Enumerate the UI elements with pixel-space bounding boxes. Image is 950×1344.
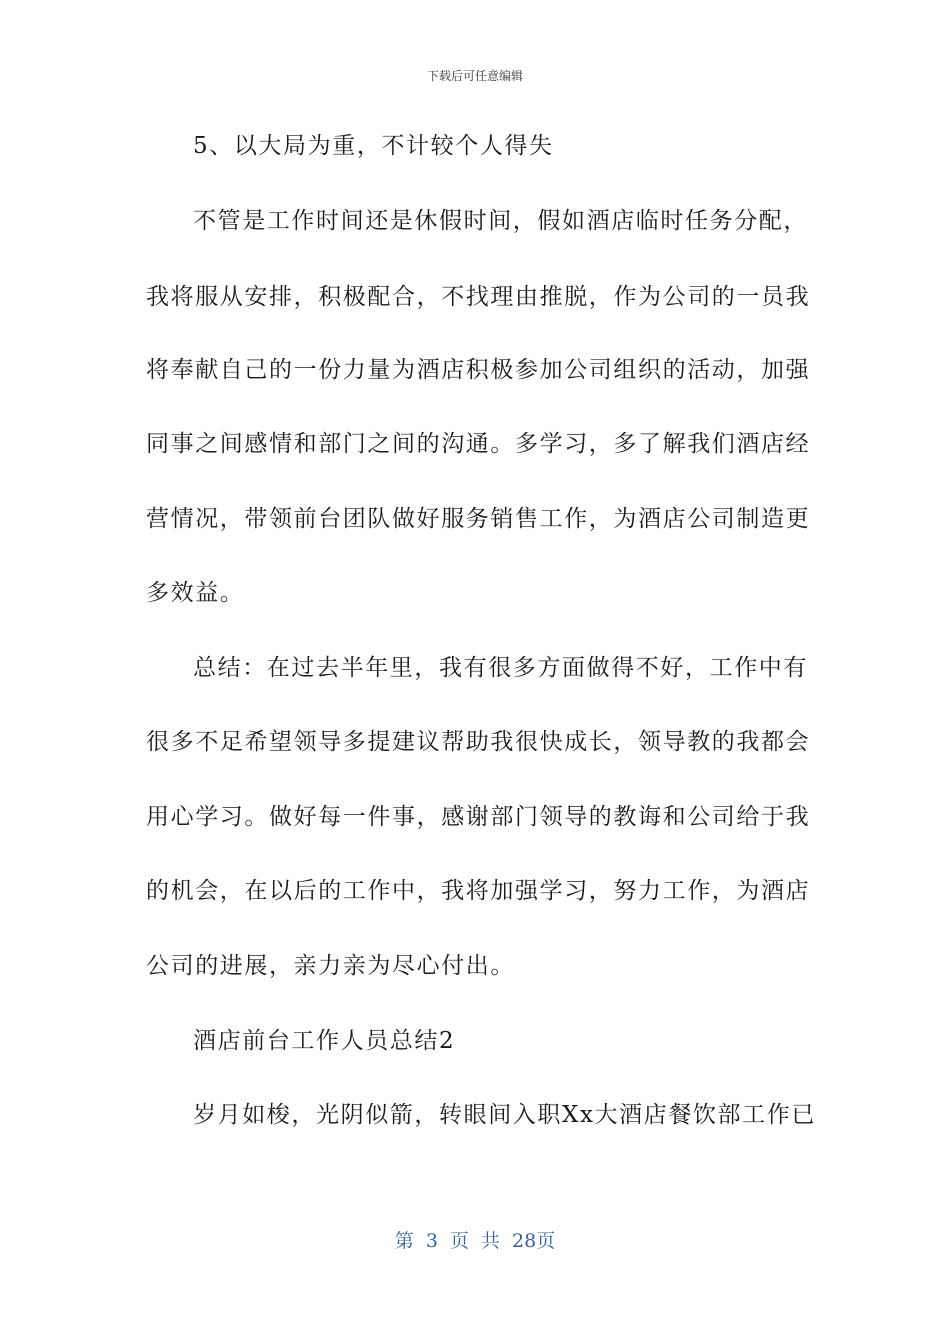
page-number: 第 3 页 共 28页: [394, 1230, 556, 1252]
paragraph-line: 不管是工作时间还是休假时间，假如酒店临时任务分配，: [193, 208, 808, 234]
paragraph-line: 总结：在过去半年里，我有很多方面做得不好，工作中有: [193, 655, 808, 681]
section-heading: 5、以大局为重，不计较个人得失: [193, 133, 554, 159]
paragraph-line: 公司的进展，亲力亲为尽心付出。: [146, 953, 515, 979]
paragraph-line: 岁月如梭，光阴似箭，转眼间入职Xx大酒店餐饮部工作已: [193, 1102, 816, 1128]
page-header-note: 下载后可任意编辑: [426, 69, 523, 83]
paragraph-line: 用心学习。做好每一件事，感谢部门领导的教诲和公司给于我: [146, 804, 811, 830]
paragraph-line: 多效益。: [146, 580, 245, 606]
paragraph-line: 的机会，在以后的工作中，我将加强学习，努力工作，为酒店: [146, 878, 811, 904]
paragraph-line: 同事之间感情和部门之间的沟通。多学习，多了解我们酒店经: [146, 431, 811, 457]
paragraph-line: 很多不足希望领导多提建议帮助我很快成长，领导教的我都会: [146, 729, 811, 755]
paragraph-line: 将奉献自己的一份力量为酒店积极参加公司组织的活动，加强: [146, 357, 811, 383]
paragraph-line: 营情况，带领前台团队做好服务销售工作，为酒店公司制造更: [146, 506, 811, 532]
paragraph-line: 我将服从安排，积极配合，不找理由推脱，作为公司的一员我: [146, 284, 811, 310]
section-title: 酒店前台工作人员总结2: [193, 1028, 456, 1054]
